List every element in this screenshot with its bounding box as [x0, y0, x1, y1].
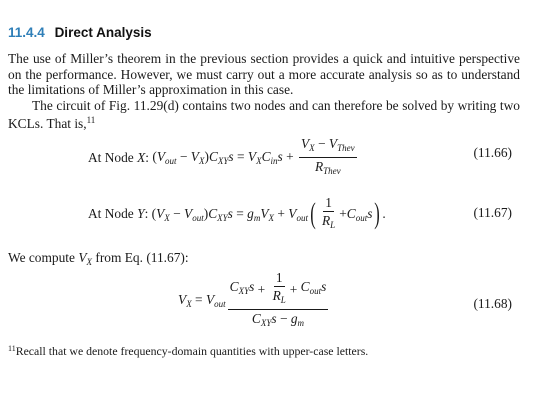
- section-heading: [8, 25, 152, 40]
- equation-body: [88, 136, 359, 179]
- equation-lhs: $(V_{out} - V_X)C_{XY}s = V_XC_{in}s$ +: [152, 149, 297, 166]
- equation-number: (11.67): [473, 205, 512, 220]
- footnote-mark: 11: [8, 344, 16, 353]
- footnote-ref: 11: [86, 115, 96, 126]
- fraction: $C_{XY}s$ + $\frac{1}{R_L}$ + $C_{out}s$ $C_{XY}s - g_m$: [229, 270, 327, 328]
- paragraph-2: [8, 98, 520, 132]
- equation-body: $V_X = V_{out}$ $C_{XY}s$ + $\frac{1}{R_L}$ + $C_{out}s$ $C_{XY}s - g_m$: [178, 270, 330, 331]
- paragraph-1: The use of Miller’s theorem in the previous section provides a quick and intuitive perspective on the performance. However, we must carry out a more accurate analysis so as to understand the limitations of Miller’s approximation in this case.: [8, 51, 520, 98]
- footnote: [8, 344, 368, 359]
- paragraph-2-text: The circuit of Fig. 11.29(d) contains two nodes and can therefore be solved by writing two KCLs. That is,: [8, 97, 520, 132]
- node-label: At Node X:: [88, 149, 153, 165]
- fraction: $\frac{1}{R_L}$: [321, 195, 336, 230]
- section-title: Direct Analysis: [54, 25, 152, 40]
- body-text: [8, 51, 520, 132]
- paragraph-3: We compute $V_X$ from Eq. (11.67):: [8, 250, 189, 267]
- fraction: $\frac{V_X - V_{Thev}}{R_{Thev}}$: [300, 136, 355, 176]
- section-number: 11.4.4: [8, 25, 45, 40]
- equation-number: (11.68): [473, 296, 512, 311]
- equation-body: At Node Y: $(V_X - V_{out})C_{XY}s = g_mV_X + V_{out}$ ( $\frac{1}{R_L}$ $+C_{out}s$ ) .: [88, 195, 386, 233]
- footnote-text: Recall that we denote frequency-domain quantities with upper-case letters.: [15, 344, 369, 358]
- equation-lhs: $(V_X - V_{out})C_{XY}s = g_mV_X + V_{out}$: [151, 205, 308, 223]
- equation-number: (11.66): [473, 145, 512, 160]
- node-label: At Node Y:: [88, 206, 152, 221]
